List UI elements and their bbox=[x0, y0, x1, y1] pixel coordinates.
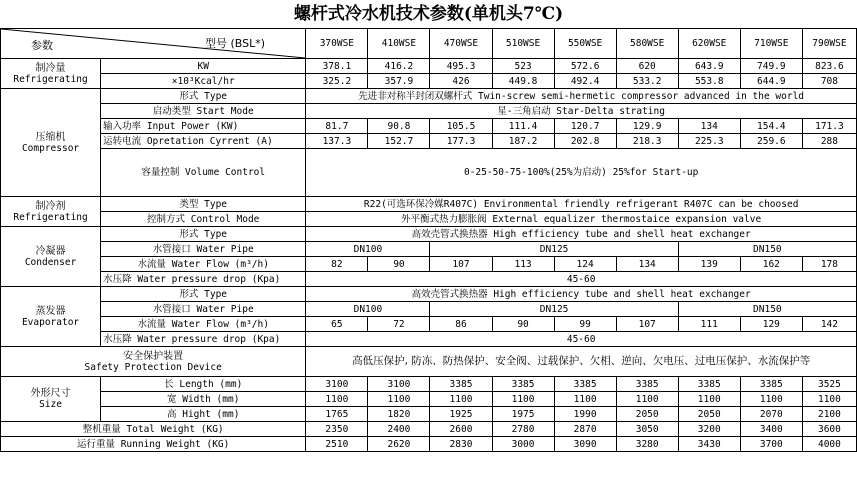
model-header: 580WSE bbox=[616, 29, 678, 59]
model-header: 510WSE bbox=[492, 29, 554, 59]
category-cn: 制冷量 bbox=[35, 62, 66, 74]
merged-value: 0-25-50-75-100%(25%为启动) 25%for Start-up bbox=[306, 149, 857, 197]
row-label: 形式 Type bbox=[101, 227, 306, 242]
evaporator-category bbox=[1, 287, 101, 347]
cell: 82 bbox=[306, 257, 368, 272]
cell: 111 bbox=[678, 317, 740, 332]
cell: 202.8 bbox=[554, 134, 616, 149]
row-label: 运转电流 Opretation Cyrrent (A) bbox=[101, 134, 306, 149]
cell: 107 bbox=[616, 317, 678, 332]
cell: 171.3 bbox=[802, 119, 856, 134]
cell: 3430 bbox=[678, 437, 740, 452]
cell: 1100 bbox=[430, 392, 492, 407]
merged-value: 外平衡式热力膨胀阀 External equalizer thermostaice expansion valve bbox=[306, 212, 857, 227]
cell: 749.9 bbox=[740, 59, 802, 74]
compressor-type-row bbox=[1, 89, 857, 104]
cell: 416.2 bbox=[368, 59, 430, 74]
cell: 3385 bbox=[554, 377, 616, 392]
cell: 2070 bbox=[740, 407, 802, 422]
row-label: 运行重量 Running Weight (KG) bbox=[1, 437, 306, 452]
model-header: 470WSE bbox=[430, 29, 492, 59]
merged-value: R22(可选环保冷媒R407C) Environmental friendly refrigerant R407C can be choosed bbox=[306, 197, 857, 212]
row-label: 输入功率 Input Power (KW) bbox=[101, 119, 306, 134]
model-header: 370WSE bbox=[306, 29, 368, 59]
spec-table bbox=[0, 28, 857, 452]
evaporator-flow-row bbox=[1, 317, 857, 332]
model-label: 型号 (BSL*) bbox=[205, 37, 266, 50]
category-en: Condenser bbox=[24, 256, 77, 268]
cell: 2100 bbox=[802, 407, 856, 422]
refrig-category bbox=[1, 59, 101, 89]
cell: 4000 bbox=[802, 437, 856, 452]
cell: 177.3 bbox=[430, 134, 492, 149]
cell: 129 bbox=[740, 317, 802, 332]
merged-value: 高效壳管式换热器 High efficiency tube and shell heat exchanger bbox=[306, 227, 857, 242]
row-label: 控制方式 Control Mode bbox=[101, 212, 306, 227]
running-weight-row bbox=[1, 437, 857, 452]
category-en: Safety Protection Device bbox=[84, 361, 222, 373]
model-header: 790WSE bbox=[802, 29, 856, 59]
row-label: 形式 Type bbox=[101, 89, 306, 104]
total-weight-row bbox=[1, 422, 857, 437]
cell: 533.2 bbox=[616, 74, 678, 89]
cell: 357.9 bbox=[368, 74, 430, 89]
cell: 1820 bbox=[368, 407, 430, 422]
row-label: 整机重量 Total Weight (KG) bbox=[1, 422, 306, 437]
cell: 3100 bbox=[306, 377, 368, 392]
cell: 3700 bbox=[740, 437, 802, 452]
compressor-capacity-row bbox=[1, 149, 857, 197]
merged-value: 45-60 bbox=[306, 332, 857, 347]
cell: 187.2 bbox=[492, 134, 554, 149]
cell: 1100 bbox=[368, 392, 430, 407]
cell: 3385 bbox=[492, 377, 554, 392]
refrig-kw-row bbox=[1, 59, 857, 74]
cell: 218.3 bbox=[616, 134, 678, 149]
cell: 3200 bbox=[678, 422, 740, 437]
category-en: Compressor bbox=[21, 142, 80, 154]
cell: 823.6 bbox=[802, 59, 856, 74]
size-category bbox=[1, 377, 101, 422]
compressor-start-row bbox=[1, 104, 857, 119]
cell: 3090 bbox=[554, 437, 616, 452]
cell: 3600 bbox=[802, 422, 856, 437]
cell: 2870 bbox=[554, 422, 616, 437]
cell: 65 bbox=[306, 317, 368, 332]
cell: 449.8 bbox=[492, 74, 554, 89]
cell: 142 bbox=[802, 317, 856, 332]
cell: 111.4 bbox=[492, 119, 554, 134]
cell: 2050 bbox=[616, 407, 678, 422]
evaporator-type-row bbox=[1, 287, 857, 302]
cell: 152.7 bbox=[368, 134, 430, 149]
cell: 178 bbox=[802, 257, 856, 272]
header-row bbox=[1, 29, 857, 59]
pipe-size: DN125 bbox=[430, 242, 678, 257]
category-cn: 蒸发器 bbox=[35, 305, 66, 317]
cell: 378.1 bbox=[306, 59, 368, 74]
cell: 225.3 bbox=[678, 134, 740, 149]
cell: 105.5 bbox=[430, 119, 492, 134]
cell: 1975 bbox=[492, 407, 554, 422]
cell: 1765 bbox=[306, 407, 368, 422]
merged-value: 45-60 bbox=[306, 272, 857, 287]
cell: 1100 bbox=[306, 392, 368, 407]
compressor-category bbox=[1, 89, 101, 197]
safety-row bbox=[1, 347, 857, 377]
header-diagonal-cell bbox=[1, 29, 306, 59]
cell: 3385 bbox=[616, 377, 678, 392]
row-label: 高 Hight (mm) bbox=[101, 407, 306, 422]
refrigerant-control-row bbox=[1, 212, 857, 227]
cell: 3385 bbox=[430, 377, 492, 392]
condenser-type-row bbox=[1, 227, 857, 242]
category-cn: 安全保护装置 bbox=[123, 350, 184, 362]
cell: 288 bbox=[802, 134, 856, 149]
cell: 3000 bbox=[492, 437, 554, 452]
merged-value: 高效壳管式换热器 High efficiency tube and shell heat exchanger bbox=[306, 287, 857, 302]
cell: 72 bbox=[368, 317, 430, 332]
page-title: 螺杆式冷水机技术参数(单机头7℃) bbox=[293, 4, 564, 24]
row-label: ×10³Kcal/hr bbox=[101, 74, 306, 89]
cell: 2600 bbox=[430, 422, 492, 437]
cell: 120.7 bbox=[554, 119, 616, 134]
cell: 90 bbox=[492, 317, 554, 332]
row-label: 水流量 Water Flow (m³/h) bbox=[101, 257, 306, 272]
category-en: Refrigerating bbox=[13, 211, 88, 223]
safety-label bbox=[1, 347, 306, 377]
cell: 426 bbox=[430, 74, 492, 89]
cell: 1925 bbox=[430, 407, 492, 422]
category-en: Refrigerating bbox=[13, 73, 88, 85]
condenser-drop-row bbox=[1, 272, 857, 287]
cell: 523 bbox=[492, 59, 554, 74]
cell: 99 bbox=[554, 317, 616, 332]
row-label: 水流量 Water Flow (m³/h) bbox=[101, 317, 306, 332]
condenser-category bbox=[1, 227, 101, 287]
refrigerant-type-row bbox=[1, 197, 857, 212]
cell: 2050 bbox=[678, 407, 740, 422]
cell: 2350 bbox=[306, 422, 368, 437]
evaporator-drop-row bbox=[1, 332, 857, 347]
cell: 492.4 bbox=[554, 74, 616, 89]
cell: 1100 bbox=[802, 392, 856, 407]
merged-value: 高低压保护, 防冻、防热保护、安全阀、过载保护、欠相、逆向、欠电压、过电压保护、水流保护等 bbox=[306, 347, 857, 377]
cell: 2400 bbox=[368, 422, 430, 437]
cell: 137.3 bbox=[306, 134, 368, 149]
category-en: Evaporator bbox=[21, 316, 80, 328]
model-header: 620WSE bbox=[678, 29, 740, 59]
category-cn: 制冷剂 bbox=[35, 200, 66, 212]
cell: 3385 bbox=[678, 377, 740, 392]
cell: 2780 bbox=[492, 422, 554, 437]
cell: 3525 bbox=[802, 377, 856, 392]
merged-value: 先进非对称半封闭双螺杆式 Twin-screw semi-hermetic compressor advanced in the world bbox=[306, 89, 857, 104]
cell: 708 bbox=[802, 74, 856, 89]
size-length-row bbox=[1, 377, 857, 392]
cell: 1100 bbox=[740, 392, 802, 407]
category-cn: 压缩机 bbox=[35, 131, 66, 143]
cell: 3050 bbox=[616, 422, 678, 437]
cell: 107 bbox=[430, 257, 492, 272]
row-label: 启动类型 Start Mode bbox=[101, 104, 306, 119]
cell: 325.2 bbox=[306, 74, 368, 89]
evaporator-pipe-row bbox=[1, 302, 857, 317]
cell: 2510 bbox=[306, 437, 368, 452]
cell: 1100 bbox=[554, 392, 616, 407]
compressor-power-row bbox=[1, 119, 857, 134]
cell: 1100 bbox=[678, 392, 740, 407]
cell: 162 bbox=[740, 257, 802, 272]
cell: 154.4 bbox=[740, 119, 802, 134]
cell: 620 bbox=[616, 59, 678, 74]
row-label: 类型 Type bbox=[101, 197, 306, 212]
cell: 1100 bbox=[492, 392, 554, 407]
cell: 3100 bbox=[368, 377, 430, 392]
cell: 134 bbox=[616, 257, 678, 272]
category-cn: 外形尺寸 bbox=[30, 388, 71, 399]
row-label: 宽 Width (mm) bbox=[101, 392, 306, 407]
cell: 643.9 bbox=[678, 59, 740, 74]
pipe-size: DN100 bbox=[306, 302, 430, 317]
row-label: 水压降 Water pressure drop (Kpa) bbox=[101, 332, 306, 347]
compressor-current-row bbox=[1, 134, 857, 149]
cell: 3280 bbox=[616, 437, 678, 452]
size-width-row bbox=[1, 392, 857, 407]
row-label: 水压降 Water pressure drop (Kpa) bbox=[101, 272, 306, 287]
refrigerant-category bbox=[1, 197, 101, 227]
cell: 90.8 bbox=[368, 119, 430, 134]
cell: 572.6 bbox=[554, 59, 616, 74]
cell: 139 bbox=[678, 257, 740, 272]
cell: 90 bbox=[368, 257, 430, 272]
pipe-size: DN100 bbox=[306, 242, 430, 257]
row-label: 水管接口 Water Pipe bbox=[101, 242, 306, 257]
condenser-pipe-row bbox=[1, 242, 857, 257]
cell: 3400 bbox=[740, 422, 802, 437]
cell: 113 bbox=[492, 257, 554, 272]
cell: 81.7 bbox=[306, 119, 368, 134]
cell: 495.3 bbox=[430, 59, 492, 74]
row-label: 容量控制 Volume Control bbox=[101, 149, 306, 197]
row-label: KW bbox=[101, 59, 306, 74]
condenser-flow-row bbox=[1, 257, 857, 272]
model-header: 710WSE bbox=[740, 29, 802, 59]
model-header: 550WSE bbox=[554, 29, 616, 59]
category-cn: 冷凝器 bbox=[35, 245, 66, 257]
pipe-size: DN150 bbox=[678, 302, 856, 317]
cell: 553.8 bbox=[678, 74, 740, 89]
refrig-kcal-row bbox=[1, 74, 857, 89]
pipe-size: DN125 bbox=[430, 302, 678, 317]
cell: 2830 bbox=[430, 437, 492, 452]
pipe-size: DN150 bbox=[678, 242, 856, 257]
row-label: 长 Length (mm) bbox=[101, 377, 306, 392]
cell: 1100 bbox=[616, 392, 678, 407]
row-label: 形式 Type bbox=[101, 287, 306, 302]
cell: 134 bbox=[678, 119, 740, 134]
cell: 2620 bbox=[368, 437, 430, 452]
row-label: 水管接口 Water Pipe bbox=[101, 302, 306, 317]
cell: 129.9 bbox=[616, 119, 678, 134]
cell: 86 bbox=[430, 317, 492, 332]
cell: 1990 bbox=[554, 407, 616, 422]
cell: 3385 bbox=[740, 377, 802, 392]
cell: 259.6 bbox=[740, 134, 802, 149]
param-label: 参数 bbox=[31, 39, 53, 52]
size-height-row bbox=[1, 407, 857, 422]
cell: 644.9 bbox=[740, 74, 802, 89]
merged-value: 星-三角启动 Star-Delta strating bbox=[306, 104, 857, 119]
category-en: Size bbox=[39, 399, 62, 410]
cell: 124 bbox=[554, 257, 616, 272]
model-header: 410WSE bbox=[368, 29, 430, 59]
